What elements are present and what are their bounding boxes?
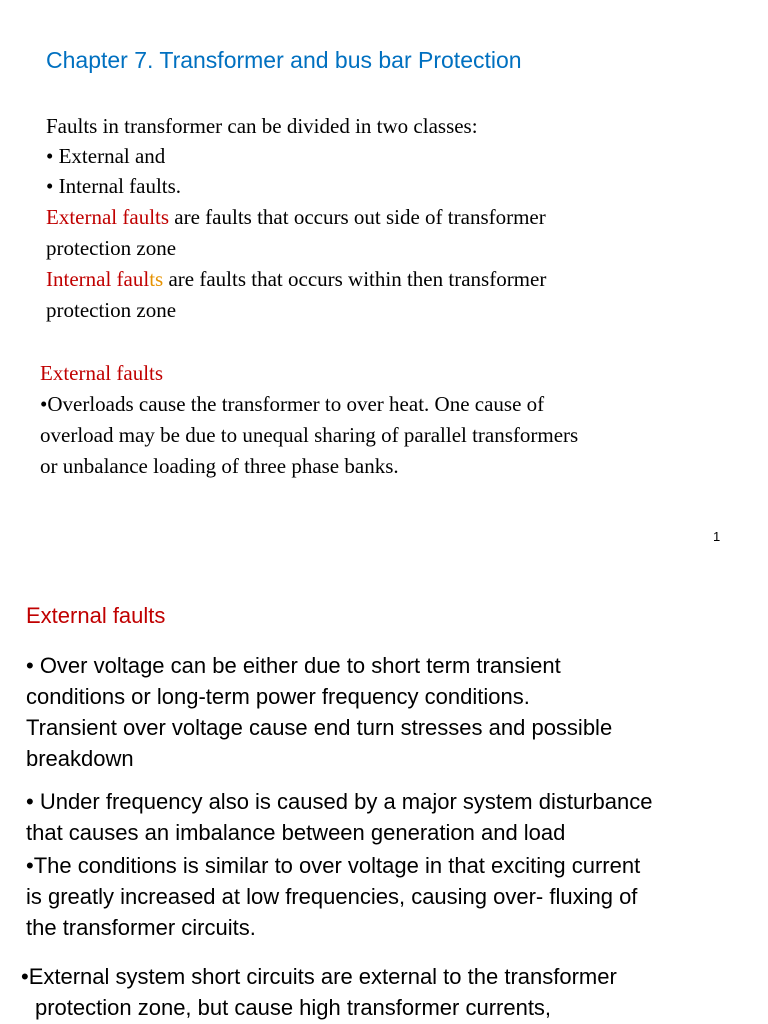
- class-external-bullet: • External and: [46, 144, 166, 168]
- intro-text: Faults in transformer can be divided in two classes:: [46, 114, 478, 138]
- overvoltage-line-1: • Over voltage can be either due to short term transient: [26, 653, 561, 678]
- internal-faults-term-highlight: ts: [149, 267, 164, 291]
- underfrequency-line-1: • Under frequency also is caused by a major system disturbance: [26, 789, 653, 814]
- internal-faults-term: Internal faul: [46, 267, 150, 291]
- overvoltage-line-3: Transient over voltage cause end turn stresses and possible: [26, 715, 613, 740]
- internal-definition-line: [46, 264, 546, 295]
- overload-line-3: or unbalance loading of three phase banks.: [40, 454, 399, 478]
- internal-definition-line-2: protection zone: [46, 298, 177, 322]
- overvoltage-line-4: breakdown: [26, 746, 134, 771]
- conditions-line-3: the transformer circuits.: [26, 915, 256, 940]
- external-definition-text: are faults that occurs out side of transformer: [169, 205, 546, 229]
- internal-definition-text: are faults that occurs within then transformer: [163, 267, 547, 291]
- underfrequency-line-2: that causes an imbalance between generation and load: [26, 820, 566, 845]
- external-faults-term: External faults: [46, 205, 170, 229]
- external-definition-line-2: protection zone: [46, 236, 177, 260]
- overload-line-2: overload may be due to unequal sharing of parallel transformers: [40, 423, 579, 447]
- external-definition-line: [46, 202, 546, 233]
- class-internal-bullet: • Internal faults.: [46, 174, 182, 198]
- page-number: 1: [713, 529, 721, 544]
- conditions-line-1: •The conditions is similar to over voltage in that exciting current: [26, 853, 641, 878]
- short-circuit-line-1: •External system short circuits are external to the transformer: [21, 964, 617, 989]
- external-faults-heading-2: External faults: [26, 603, 166, 628]
- page-title: Chapter 7. Transformer and bus bar Protection: [46, 47, 522, 73]
- short-circuit-line-2: protection zone, but cause high transformer currents,: [35, 995, 552, 1020]
- overload-line-1: •Overloads cause the transformer to over heat. One cause of: [40, 392, 545, 416]
- external-faults-heading: External faults: [40, 361, 164, 385]
- conditions-line-2: is greatly increased at low frequencies, causing over- fluxing of: [26, 884, 638, 909]
- overvoltage-line-2: conditions or long-term power frequency conditions.: [26, 684, 530, 709]
